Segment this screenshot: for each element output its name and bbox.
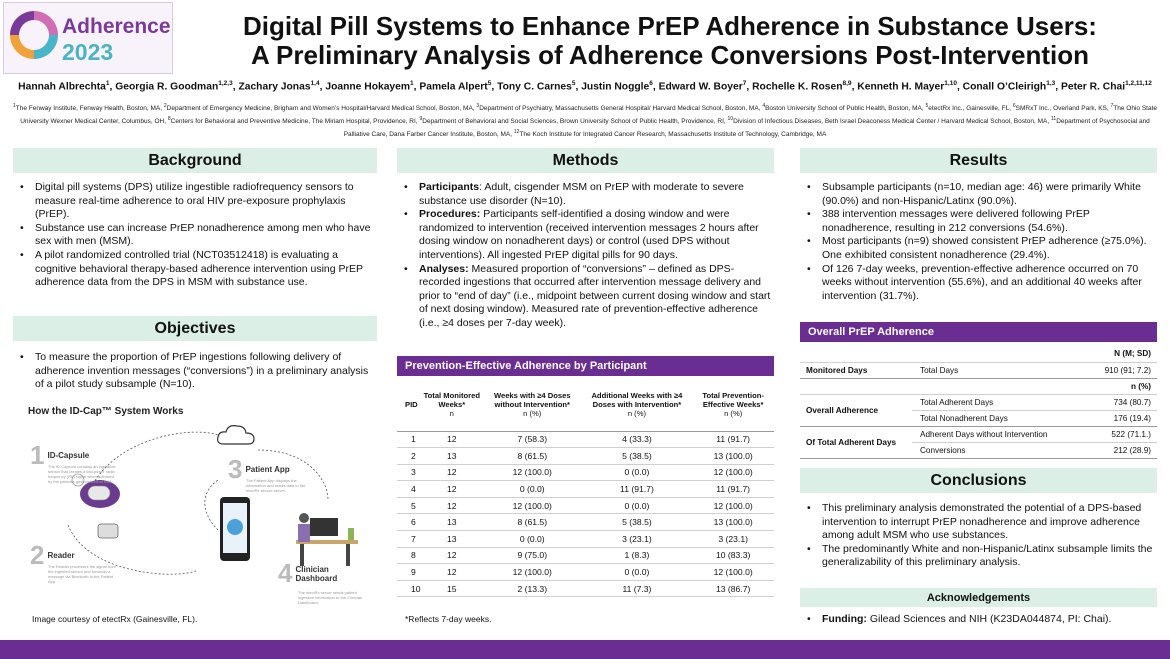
author-affiliation-sup: 1 xyxy=(105,80,110,87)
cell-value: 13 (100.0) xyxy=(692,514,774,531)
column-header xyxy=(483,379,582,431)
methods-heading: Methods xyxy=(397,148,774,173)
conclusions-section xyxy=(800,502,1157,570)
table-row xyxy=(397,580,774,597)
objectives-item: • To measure the proportion of PrEP ingestions following delivery of adherence invention messages (“conversions”) in a preliminary analysis of a pilot study subsample (N=10). xyxy=(13,351,377,392)
step-number: 1 xyxy=(30,440,45,470)
cell-value: 0 (0.0) xyxy=(483,531,582,548)
cell-value: 5 (38.5) xyxy=(582,514,693,531)
table-row xyxy=(800,426,1157,442)
affiliation-text: SMRxT Inc., Overland Park, KS, xyxy=(1015,105,1109,113)
cloud-server-icon xyxy=(216,422,256,448)
affiliation-sup: 2 xyxy=(163,103,167,109)
author-name: Zachary Jonas xyxy=(238,81,311,93)
author-affiliation-sup: 1,2,3 xyxy=(218,80,233,87)
cell-value: 12 xyxy=(421,497,483,514)
methods-item-label: Procedures: xyxy=(419,208,481,221)
background-item: • Substance use can increase PrEP nonadherence among men who have sex with men (MSM). xyxy=(13,222,377,249)
logo-name: Adherence xyxy=(62,15,171,38)
funding-item xyxy=(800,613,1157,627)
cell-value: 8 (61.5) xyxy=(483,514,582,531)
table-footnote: *Reflects 7-day weeks. xyxy=(405,614,492,624)
title-line-1: Digital Pill Systems to Enhance PrEP Adherence in Substance Users: xyxy=(243,11,1097,41)
affiliation-sup: 8 xyxy=(167,116,171,123)
row-label: Total Days xyxy=(912,362,1089,378)
author-name: Rochelle K. Rosen xyxy=(752,81,843,93)
acknowledgements-heading: Acknowledgements xyxy=(800,588,1157,607)
cell-value: 0 (0.0) xyxy=(582,564,693,581)
affiliation-text: Department of Behavioral and Social Sciences, Brown University School of Public Health, Providence, RI, xyxy=(422,118,726,126)
author-affiliation-sup: 1,4 xyxy=(310,80,320,87)
column-unit: n xyxy=(449,409,454,419)
overall-table-heading: Overall PrEP Adherence xyxy=(800,322,1157,342)
id-cap-diagram xyxy=(28,400,378,605)
column-unit: n (%) xyxy=(523,409,542,419)
participant-id: 2 xyxy=(397,448,421,465)
logo-ribbon-icon xyxy=(10,11,58,59)
step-label: ID-Capsule xyxy=(47,451,90,460)
table-row xyxy=(397,464,774,481)
affiliation-sup: 3 xyxy=(476,103,480,109)
affiliation-text: Department of Emergency Medicine, Brigham and Women’s Hospital/Harvard Medical School, Boston, MA, xyxy=(166,105,475,113)
cell-value: 11 (91.7) xyxy=(692,431,774,448)
row-label: Total Adherent Days xyxy=(912,394,1089,410)
cell-value: 12 (100.0) xyxy=(692,564,774,581)
table-row xyxy=(397,497,774,514)
affiliation-sup: 7 xyxy=(1110,103,1114,109)
cell-value: 13 xyxy=(421,514,483,531)
affiliation-sup: 11 xyxy=(1051,116,1057,123)
image-credit: Image courtesy of etectRx (Gainesville, FL). xyxy=(32,614,198,624)
author-affiliation-sup: 8,9 xyxy=(842,80,852,87)
affiliation-text: The Ohio State University Wexner Medical Center, Columbus, OH, xyxy=(20,105,1158,126)
participant-id: 7 xyxy=(397,531,421,548)
author-name: Joanne Hokayem xyxy=(325,81,411,93)
author-name: Kenneth H. Mayer xyxy=(857,81,945,93)
column-header xyxy=(692,379,774,431)
author-name: Justin Noggle xyxy=(581,81,650,93)
table-row xyxy=(397,448,774,465)
column-title: Total Prevention-Effective Weeks* xyxy=(702,391,764,410)
affiliation-sup: 9 xyxy=(419,116,423,123)
step-label: Clinician Dashboard xyxy=(295,564,338,583)
cell-value: 12 (100.0) xyxy=(483,464,582,481)
cell-value: 0 (0.0) xyxy=(483,481,582,498)
results-heading: Results xyxy=(800,148,1157,173)
table-row xyxy=(800,394,1157,410)
author-affiliation-sup: 1,2,11,12 xyxy=(1125,80,1152,87)
cell-value: 12 xyxy=(421,564,483,581)
participant-id: 1 xyxy=(397,431,421,448)
affiliation-sup: 12 xyxy=(513,129,520,136)
row-group-label: Monitored Days xyxy=(800,362,912,378)
author-name: Hannah Albrechta xyxy=(18,81,106,93)
cell-value: 11 (7.3) xyxy=(582,580,693,597)
author-affiliation-sup: 5 xyxy=(487,80,492,87)
methods-item-text: Measured proportion of “conversions” – defined as DPS-recorded ingestions that occurred after intervention message delivery and prior to “end of day” (i.e., midpoint between current dosing window and start of next dosing window). Measured rate of prevention-effective adherence (i.e., ≥4 doses per 7-day week). xyxy=(419,262,771,329)
title-line-2: A Preliminary Analysis of Adherence Conversions Post-Intervention xyxy=(251,40,1089,70)
conclusions-item: • The predominantly White and non-Hispanic/Latinx subsample limits the generalizability of this preliminary analysis. xyxy=(800,543,1157,570)
author-name: Peter R. Chai xyxy=(1060,81,1126,93)
column-header: n (%) xyxy=(1089,378,1157,394)
cell-value: 3 (23.1) xyxy=(692,531,774,548)
affiliation-list xyxy=(8,101,1162,140)
background-item: • A pilot randomized controlled trial (NCT03512418) is evaluating a cognitive behavioral therapy-based adherence intervention using PrEP adherence data from the DPS in MSM with substance use. xyxy=(13,249,377,290)
author-list: Hannah Albrechta$^1$, Georgia R. Goodman$^{1,2,3}$, Zachary Jonas$^{1,4}$, Joanne Hokayem$^1$, Pamela Alpert$^5$, Tony C. Carnes$^5$, Justin Noggle$^6$, Edward W. Boyer$^7$, Rochelle K. Rosen$^{8,9}$, Kenneth H. Mayer$^{1,10}$, Conall O’Cleirigh$^{1,3}$, Peter R. Chai$^{1,2,11,12}$ xyxy=(18,80,1152,93)
cell-value: 12 xyxy=(421,481,483,498)
reader-device-icon xyxy=(94,518,124,544)
cell-value: 7 (58.3) xyxy=(483,431,582,448)
cell-value: 5 (38.5) xyxy=(582,448,693,465)
cell-value: 8 (61.5) xyxy=(483,448,582,465)
participant-table xyxy=(397,379,774,597)
background-item: • Digital pill systems (DPS) utilize ingestible radiofrequency sensors to measure real-time adherence to oral HIV pre-exposure prophylaxis (PrEP). xyxy=(13,181,377,222)
cell-value: 4 (33.3) xyxy=(582,431,693,448)
objectives-heading: Objectives xyxy=(13,316,377,341)
participant-id: 8 xyxy=(397,547,421,564)
table-row xyxy=(397,481,774,498)
conclusions-heading: Conclusions xyxy=(800,468,1157,493)
participant-id: 6 xyxy=(397,514,421,531)
affiliation-text: Centers for Behavioral and Preventive Medicine, The Miriam Hospital, Providence, RI, xyxy=(170,118,418,126)
participant-id: 9 xyxy=(397,564,421,581)
participant-table-heading: Prevention-Effective Adherence by Participant xyxy=(397,356,774,376)
cell-value: 13 xyxy=(421,531,483,548)
participant-id: 3 xyxy=(397,464,421,481)
affiliation-sup: 4 xyxy=(762,103,766,109)
step-description: The ID-Capsule contains an ingestible sensor that creates a low-power radio frequency (RF) signal when activated by the patient's gastrointestinal fluid. xyxy=(48,464,116,484)
step-number: 2 xyxy=(30,540,45,570)
cell-value: 12 (100.0) xyxy=(483,497,582,514)
objectives-section xyxy=(13,351,377,392)
table-row xyxy=(800,378,1157,394)
cell-value: 12 (100.0) xyxy=(692,497,774,514)
row-label: Total Nonadherent Days xyxy=(912,410,1089,426)
affiliation-sup: 5 xyxy=(925,103,929,109)
cell-value: 12 xyxy=(421,431,483,448)
cell-value: 12 (100.0) xyxy=(692,464,774,481)
column-title: Weeks with ≥4 Doses without Intervention* xyxy=(493,391,571,410)
cell-value: 13 xyxy=(421,448,483,465)
methods-item xyxy=(397,181,774,208)
overall-adherence-table xyxy=(800,346,1157,459)
cell-value: 0 (0.0) xyxy=(582,464,693,481)
results-item: • Most participants (n=9) showed consistent PrEP adherence (≥75.0%). One exhibited consistent nonadherence (29.4%). xyxy=(800,235,1157,262)
conclusions-item: • This preliminary analysis demonstrated the potential of a DPS-based intervention to interrupt PrEP nonadherence and improve adherence among adult MSM who use substances. xyxy=(800,502,1157,543)
affiliation-sup: 1 xyxy=(12,103,16,109)
participant-id: 4 xyxy=(397,481,421,498)
affiliation-text: Division of Infectious Diseases, Beth Israel Deaconess Medical Center / Harvard Medical School, Boston, MA, xyxy=(733,118,1050,126)
author-affiliation-sup: 1,3 xyxy=(1046,80,1056,87)
affiliation-text: etectRx Inc., Gainesville, FL, xyxy=(928,105,1012,113)
cell-value: 13 (86.7) xyxy=(692,580,774,597)
column-unit: n (%) xyxy=(724,409,743,419)
row-group-label: Of Total Adherent Days xyxy=(800,426,912,458)
table-row xyxy=(397,514,774,531)
poster-title xyxy=(180,12,1160,70)
author-affiliation-sup: 6 xyxy=(649,80,653,87)
author-affiliation-sup: 7 xyxy=(742,80,747,87)
acknowledgements-section xyxy=(800,613,1157,627)
author-name: Tony C. Carnes xyxy=(497,81,572,93)
row-label: Adherent Days without Intervention xyxy=(912,426,1089,442)
cell-value: 10 (83.3) xyxy=(692,547,774,564)
step-description: The Patient App displays the information and sends data to the etectRx secure server. xyxy=(246,478,306,493)
table-row xyxy=(397,547,774,564)
step-description: The etectRx server sends patient ingestion information to the Clinician Dashboard. xyxy=(298,590,363,605)
cell-value: 734 (80.7) xyxy=(1089,394,1157,410)
cell-value: 9 (75.0) xyxy=(483,547,582,564)
conference-logo xyxy=(3,2,173,74)
cell-value: 1 (8.3) xyxy=(582,547,693,564)
methods-item-text: : Adult, cisgender MSM on PrEP with moderate to severe substance use disorder (N=10). xyxy=(419,181,744,207)
cell-value: 15 xyxy=(421,580,483,597)
funding-label: Funding: xyxy=(822,613,867,625)
methods-section xyxy=(397,181,774,331)
cell-value: 12 xyxy=(421,547,483,564)
table-row xyxy=(397,531,774,548)
step-description: The Reader processes the signal from the ingested sensor and forwards a message via Bluetooth to the Patient App. xyxy=(48,564,116,584)
cell-value: 11 (91.7) xyxy=(582,481,693,498)
table-row xyxy=(800,346,1157,362)
results-item: • 388 intervention messages were delivered following PrEP nonadherence, resulting in 212 conversions (54.6%). xyxy=(800,208,1157,235)
results-item: • Subsample participants (n=10, median age: 46) were primarily White (90.0%) and non-Hispanic/Latinx (90.0%). xyxy=(800,181,1157,208)
step-number: 3 xyxy=(228,454,243,484)
step-label: Patient App xyxy=(245,465,290,474)
background-heading: Background xyxy=(13,148,377,173)
cell-value: 3 (23.1) xyxy=(582,531,693,548)
table-row xyxy=(800,362,1157,378)
methods-item-label: Analyses: xyxy=(419,262,469,275)
column-title: PID xyxy=(405,400,418,410)
column-title: Additional Weeks with ≥4 Doses with Intervention* xyxy=(591,391,683,410)
affiliation-text: The Koch Institute for Integrated Cancer Research, Massachusetts Institute of Technology, Cambridge, MA xyxy=(519,131,827,139)
column-header: N (M; SD) xyxy=(1089,346,1157,362)
methods-item-text: Participants self-identified a dosing window and were randomized to intervention (received intervention messages 2 hours after dosing window on nonadherent days) or control (used DPS without interventions). All ingested PrEP digital pills for 90 days. xyxy=(419,208,759,261)
results-item: • Of 126 7-day weeks, prevention-effective adherence occurred on 70 weeks without intervention (55.6%), and an additional 40 weeks after intervention (31.7%). xyxy=(800,263,1157,304)
cell-value: 13 (100.0) xyxy=(692,448,774,465)
author-name: Conall O’Cleirigh xyxy=(962,81,1047,93)
affiliation-text: Department of Psychiatry, Massachusetts General Hospital/ Harvard Medical School, Boston, MA, xyxy=(479,105,761,113)
affiliation-text: The Fenway Institute, Fenway Health, Boston, MA, xyxy=(15,105,163,113)
author-affiliation-sup: 1,10 xyxy=(944,80,957,87)
column-header xyxy=(582,379,693,431)
author-name: Edward W. Boyer xyxy=(658,81,743,93)
author-affiliation-sup: 5 xyxy=(571,80,576,87)
step-label: Reader xyxy=(47,551,75,560)
author-name: Georgia R. Goodman xyxy=(115,81,219,93)
participant-id: 5 xyxy=(397,497,421,514)
column-header xyxy=(397,379,421,431)
methods-item-label: Participants xyxy=(419,181,480,193)
phone-app-icon xyxy=(218,495,254,565)
results-section xyxy=(800,181,1157,303)
cell-value: 176 (19.4) xyxy=(1089,410,1157,426)
methods-item xyxy=(397,263,774,331)
footer-bar xyxy=(0,640,1170,659)
cell-value: 11 (91.7) xyxy=(692,481,774,498)
step-number: 4 xyxy=(278,558,293,588)
participant-id: 10 xyxy=(397,580,421,597)
logo-year: 2023 xyxy=(62,39,114,65)
affiliation-sup: 6 xyxy=(1012,103,1016,109)
methods-item xyxy=(397,208,774,262)
table-row xyxy=(397,431,774,448)
column-title: Total Monitored Weeks* xyxy=(423,391,480,410)
column-header xyxy=(421,379,483,431)
cell-value: 522 (71.1.) xyxy=(1089,426,1157,442)
diagram-title: How the ID-Cap™ System Works xyxy=(28,406,184,417)
cell-value: 12 (100.0) xyxy=(483,564,582,581)
affiliation-text: Department of Psychosocial and Palliative Care, Dana Farber Cancer Institute, Boston, MA, xyxy=(343,118,1150,139)
affiliation-sup: 10 xyxy=(727,116,734,123)
funding-text: Gilead Sciences and NIH (K23DA044874, PI: Chai). xyxy=(866,613,1112,625)
author-name: Pamela Alpert xyxy=(419,81,488,93)
row-group-label: Overall Adherence xyxy=(800,394,912,426)
author-affiliation-sup: 1 xyxy=(410,80,414,87)
row-label: Conversions xyxy=(912,442,1089,458)
cell-value: 12 xyxy=(421,464,483,481)
cell-value: 212 (28.9) xyxy=(1089,442,1157,458)
cell-value: 2 (13.3) xyxy=(483,580,582,597)
affiliation-text: Boston University School of Public Health, Boston, MA, xyxy=(765,105,924,113)
table-row xyxy=(397,564,774,581)
cell-value: 0 (0.0) xyxy=(582,497,693,514)
background-section xyxy=(13,181,377,290)
cell-value: 910 (91; 7.2) xyxy=(1089,362,1157,378)
column-unit: n (%) xyxy=(627,409,646,419)
